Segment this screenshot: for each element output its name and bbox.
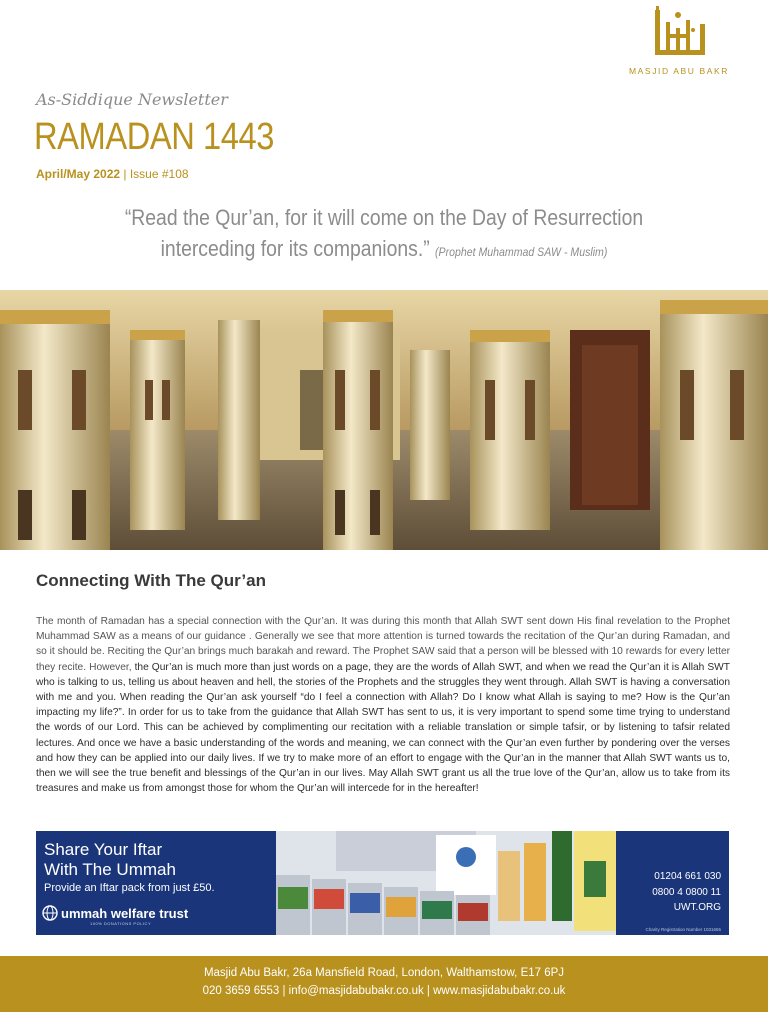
iftar-pack-photo — [276, 831, 616, 935]
logo-text: MASJID ABU BAKR — [628, 66, 730, 76]
issue-meta — [36, 167, 189, 181]
hero-mosque-image — [0, 290, 768, 550]
article-body — [36, 614, 730, 796]
ad-title-line1: Share Your Iftar — [44, 840, 163, 859]
issue-title: RAMADAN 1443 — [34, 116, 275, 158]
ad-phone-1[interactable]: 01204 661 030 — [654, 871, 721, 882]
ad-title-line2: With The Ummah — [44, 860, 176, 879]
ad-charity-number: Charity Registration Number 1031665 — [645, 927, 721, 932]
ad-website[interactable]: UWT.ORG — [673, 902, 721, 913]
footer — [0, 956, 768, 1012]
issue-number: Issue #108 — [129, 167, 189, 181]
issue-date: April/May 2022 — [36, 167, 121, 181]
ad-contact — [611, 869, 721, 916]
footer-address: Masjid Abu Bakr, 26a Mansfield Road, London, Walthamstow, E17 6PJ — [203, 967, 565, 979]
iftar-advert-banner[interactable] — [36, 831, 729, 935]
ad-title — [44, 840, 176, 880]
ummah-globe-icon — [42, 905, 58, 921]
quote-text: “Read the Qur’an, for it will come on the Day of Resurrection interceding for its companions.” — [124, 205, 644, 261]
ad-phone-2[interactable]: 0800 4 0800 11 — [652, 886, 721, 898]
issue-separator: | — [120, 167, 130, 181]
article-body-part2: the Qur’an is much more than just words on a page, they are the words of Allah SWT, and when we read the Qur’an it is Allah SWT who is talking to us, telling us about heaven and hell, the stories of the Prophets and the struggles they went through. Allah SWT is having a conversation with me and you. When reading the Qur’an ask yourself “do I feel a connection with Allah? Do I know what Allah is saying to me? How is the Qur’an impacting my life?”. In order for us to take from the guidance that Allah SWT has sent to us, it is very important to spend some time trying to understand the words of our Lord. This can be achieved by complimenting our recitation with a reliable translation or simple tafsir, or by listening to tafsir related lectures. And once we have a basic understanding of the words and meaning, we can connect with the Qur’an even further by pondering over the verses and how they can be applied into our daily lives. If we try to make more of an effort to engage with the Qur’an in the manner that Allah SWT wants us to, then we will see the true benefit and blessings of the Qur’an in our lives. May Allah SWT grant us all the true love of the Qur’an, allow us to take from its treasures and make us from amongst those for whom the Qur’an will intercede for in the hereafter! — [36, 661, 730, 795]
footer-contact[interactable]: 020 3659 6553 | info@masjidabubakr.co.uk | www.masjidabubakr.co.uk — [202, 985, 566, 997]
mosque-calligraphy-icon — [647, 6, 711, 62]
newsletter-name: As-Siddique Newsletter — [36, 90, 228, 109]
ad-brand-sub: 100% DONATIONS POLICY — [90, 921, 152, 926]
article-heading: Connecting With The Qur’an — [36, 571, 266, 590]
quote-citation: (Prophet Muhammad SAW - Muslim) — [435, 245, 608, 259]
ad-brand-name: ummah welfare trust — [61, 905, 189, 921]
mosque-interior-illustration — [0, 290, 768, 550]
ad-subtitle: Provide an Iftar pack from just £50. — [44, 882, 215, 894]
hadith-quote — [81, 202, 686, 268]
article-body-part1: The month of Ramadan has a special connection with the Qur’an. It was during this month that Allah SWT sent down His final revelation to the Prophet Muhammad SAW as a means of our guidance . Generally we see that more attention is turned towards the recitation of the Qur’an during Ramadan, and so it should be. Reciting the Qur’an brings much barakah and reward. The Prophet SAW said that a person will be blessed with 10 rewards for every letter they recite. However, — [36, 616, 730, 673]
ad-brand — [42, 905, 188, 921]
masjid-logo — [620, 6, 738, 76]
